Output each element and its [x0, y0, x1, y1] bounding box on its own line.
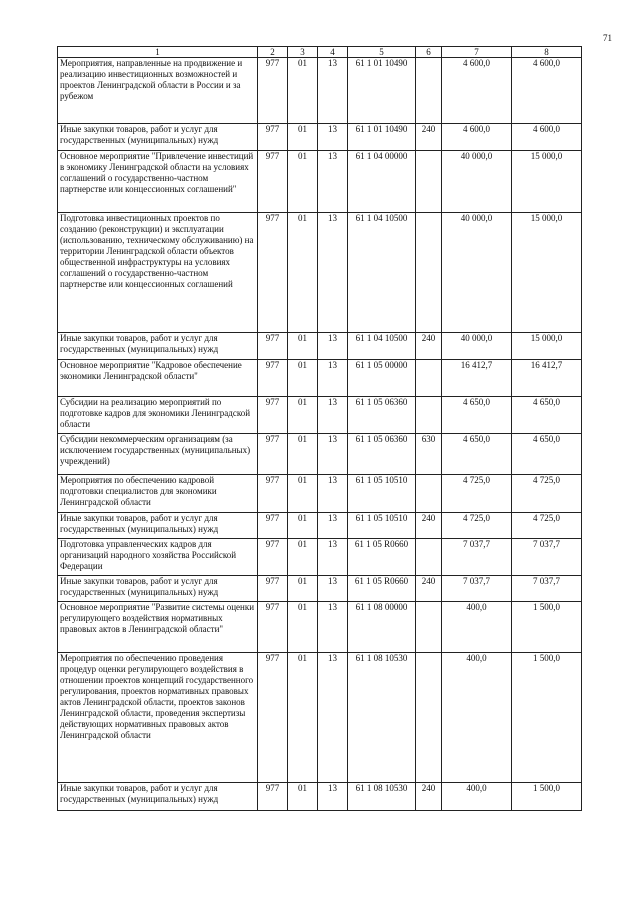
row-section-code: 01	[288, 397, 318, 434]
row-amount-1: 4 650,0	[442, 434, 512, 475]
row-subsection-code: 13	[318, 602, 348, 653]
row-ministry-code: 977	[258, 576, 288, 602]
table-row	[58, 602, 582, 653]
row-expense-type: 240	[416, 513, 442, 539]
row-ministry-code: 977	[258, 475, 288, 513]
row-section-code: 01	[288, 333, 318, 360]
row-amount-1: 4 600,0	[442, 124, 512, 151]
row-target-code: 61 1 05 06360	[348, 397, 416, 434]
row-amount-2: 4 725,0	[512, 475, 582, 513]
row-expense-type	[416, 151, 442, 213]
row-ministry-code: 977	[258, 58, 288, 124]
row-section-code: 01	[288, 475, 318, 513]
row-name: Подготовка инвестиционных проектов по созданию (реконструкции) и эксплуатации (использованию, техническому обслуживанию) на территории Ленинградской области объектов общественной инфраструктуры на условиях соглашений о государственно-частном партнерстве или концессионных соглашений	[58, 213, 258, 333]
table-row	[58, 513, 582, 539]
row-section-code: 01	[288, 653, 318, 783]
row-section-code: 01	[288, 576, 318, 602]
row-subsection-code: 13	[318, 360, 348, 397]
table-row	[58, 360, 582, 397]
row-subsection-code: 13	[318, 783, 348, 811]
row-expense-type	[416, 397, 442, 434]
row-name: Подготовка управленческих кадров для организаций народного хозяйства Российской Федерации	[58, 539, 258, 576]
header-col-8: 8	[512, 47, 582, 58]
row-target-code: 61 1 05 R0660	[348, 576, 416, 602]
header-col-7: 7	[442, 47, 512, 58]
table-row	[58, 475, 582, 513]
row-name: Мероприятия по обеспечению кадровой подготовки специалистов для экономики Ленинградской области	[58, 475, 258, 513]
row-subsection-code: 13	[318, 653, 348, 783]
row-section-code: 01	[288, 151, 318, 213]
page-number: 71	[603, 33, 612, 43]
row-target-code: 61 1 01 10490	[348, 58, 416, 124]
row-ministry-code: 977	[258, 397, 288, 434]
row-target-code: 61 1 04 00000	[348, 151, 416, 213]
row-amount-2: 15 000,0	[512, 213, 582, 333]
row-amount-2: 4 650,0	[512, 397, 582, 434]
table-row	[58, 653, 582, 783]
row-subsection-code: 13	[318, 151, 348, 213]
row-section-code: 01	[288, 783, 318, 811]
row-subsection-code: 13	[318, 124, 348, 151]
header-col-2: 2	[258, 47, 288, 58]
row-target-code: 61 1 05 R0660	[348, 539, 416, 576]
row-section-code: 01	[288, 513, 318, 539]
row-name: Основное мероприятие "Кадровое обеспечение экономики Ленинградской области"	[58, 360, 258, 397]
header-col-5: 5	[348, 47, 416, 58]
row-expense-type: 240	[416, 783, 442, 811]
row-section-code: 01	[288, 213, 318, 333]
row-ministry-code: 977	[258, 602, 288, 653]
row-subsection-code: 13	[318, 213, 348, 333]
row-section-code: 01	[288, 360, 318, 397]
row-section-code: 01	[288, 58, 318, 124]
table-row	[58, 58, 582, 124]
row-subsection-code: 13	[318, 576, 348, 602]
row-name: Иные закупки товаров, работ и услуг для государственных (муниципальных) нужд	[58, 513, 258, 539]
row-subsection-code: 13	[318, 539, 348, 576]
row-expense-type: 630	[416, 434, 442, 475]
row-expense-type	[416, 602, 442, 653]
row-name: Иные закупки товаров, работ и услуг для государственных (муниципальных) нужд	[58, 783, 258, 811]
row-target-code: 61 1 08 00000	[348, 602, 416, 653]
row-expense-type	[416, 539, 442, 576]
row-expense-type	[416, 58, 442, 124]
row-amount-1: 4 600,0	[442, 58, 512, 124]
row-subsection-code: 13	[318, 333, 348, 360]
table-row	[58, 213, 582, 333]
header-col-6: 6	[416, 47, 442, 58]
row-ministry-code: 977	[258, 434, 288, 475]
row-subsection-code: 13	[318, 397, 348, 434]
row-name: Субсидии некоммерческим организациям (за исключением государственных (муниципальных) учреждений)	[58, 434, 258, 475]
row-amount-1: 4 650,0	[442, 397, 512, 434]
row-expense-type: 240	[416, 576, 442, 602]
row-section-code: 01	[288, 602, 318, 653]
row-amount-2: 4 600,0	[512, 124, 582, 151]
row-amount-2: 7 037,7	[512, 539, 582, 576]
row-name: Основное мероприятие "Привлечение инвестиций в экономику Ленинградской области на условиях соглашений о государственно-частном партнерстве или концессионных соглашений"	[58, 151, 258, 213]
table-row	[58, 539, 582, 576]
row-target-code: 61 1 05 10510	[348, 513, 416, 539]
row-ministry-code: 977	[258, 151, 288, 213]
table-row	[58, 333, 582, 360]
row-ministry-code: 977	[258, 124, 288, 151]
table-row	[58, 151, 582, 213]
row-amount-1: 7 037,7	[442, 576, 512, 602]
row-section-code: 01	[288, 539, 318, 576]
row-amount-1: 40 000,0	[442, 333, 512, 360]
header-col-3: 3	[288, 47, 318, 58]
row-amount-2: 4 725,0	[512, 513, 582, 539]
row-name: Иные закупки товаров, работ и услуг для государственных (муниципальных) нужд	[58, 124, 258, 151]
row-ministry-code: 977	[258, 653, 288, 783]
row-target-code: 61 1 04 10500	[348, 213, 416, 333]
budget-table	[57, 46, 582, 811]
row-subsection-code: 13	[318, 58, 348, 124]
row-amount-1: 400,0	[442, 653, 512, 783]
row-amount-1: 7 037,7	[442, 539, 512, 576]
row-amount-2: 1 500,0	[512, 653, 582, 783]
row-target-code: 61 1 05 00000	[348, 360, 416, 397]
row-amount-1: 16 412,7	[442, 360, 512, 397]
row-expense-type: 240	[416, 333, 442, 360]
row-expense-type: 240	[416, 124, 442, 151]
table-header-row	[58, 47, 582, 58]
row-expense-type	[416, 360, 442, 397]
row-amount-1: 40 000,0	[442, 151, 512, 213]
row-amount-2: 4 650,0	[512, 434, 582, 475]
table-row	[58, 124, 582, 151]
row-amount-1: 4 725,0	[442, 513, 512, 539]
row-amount-1: 40 000,0	[442, 213, 512, 333]
row-target-code: 61 1 01 10490	[348, 124, 416, 151]
row-amount-2: 15 000,0	[512, 151, 582, 213]
row-ministry-code: 977	[258, 783, 288, 811]
row-target-code: 61 1 05 10510	[348, 475, 416, 513]
row-expense-type	[416, 475, 442, 513]
row-target-code: 61 1 05 06360	[348, 434, 416, 475]
row-target-code: 61 1 04 10500	[348, 333, 416, 360]
row-ministry-code: 977	[258, 213, 288, 333]
table-row	[58, 783, 582, 811]
row-amount-2: 7 037,7	[512, 576, 582, 602]
header-col-4: 4	[318, 47, 348, 58]
row-ministry-code: 977	[258, 539, 288, 576]
row-target-code: 61 1 08 10530	[348, 783, 416, 811]
row-amount-2: 16 412,7	[512, 360, 582, 397]
row-amount-1: 400,0	[442, 783, 512, 811]
row-name: Иные закупки товаров, работ и услуг для государственных (муниципальных) нужд	[58, 333, 258, 360]
row-amount-1: 400,0	[442, 602, 512, 653]
row-amount-2: 15 000,0	[512, 333, 582, 360]
row-expense-type	[416, 213, 442, 333]
row-target-code: 61 1 08 10530	[348, 653, 416, 783]
row-subsection-code: 13	[318, 513, 348, 539]
table-row	[58, 397, 582, 434]
row-amount-2: 4 600,0	[512, 58, 582, 124]
row-expense-type	[416, 653, 442, 783]
row-subsection-code: 13	[318, 475, 348, 513]
row-name: Мероприятия, направленные на продвижение и реализацию инвестиционных возможностей и проектов Ленинградской области в России и за рубежом	[58, 58, 258, 124]
row-name: Иные закупки товаров, работ и услуг для государственных (муниципальных) нужд	[58, 576, 258, 602]
row-section-code: 01	[288, 124, 318, 151]
row-ministry-code: 977	[258, 513, 288, 539]
row-ministry-code: 977	[258, 333, 288, 360]
row-section-code: 01	[288, 434, 318, 475]
header-col-1: 1	[58, 47, 258, 58]
row-amount-2: 1 500,0	[512, 602, 582, 653]
row-name: Мероприятия по обеспечению проведения процедур оценки регулирующего воздействия в отношении проектов концепций государственного регулирования, проектов нормативных правовых актов Ленинградской области, проектов законов Ленинградской области, проведения экспертизы действующих нормативных правовых актов Ленинградской области	[58, 653, 258, 783]
row-subsection-code: 13	[318, 434, 348, 475]
row-amount-1: 4 725,0	[442, 475, 512, 513]
table-row	[58, 434, 582, 475]
row-amount-2: 1 500,0	[512, 783, 582, 811]
row-name: Основное мероприятие "Развитие системы оценки регулирующего воздействия нормативных правовых актов в Ленинградской области"	[58, 602, 258, 653]
table-row	[58, 576, 582, 602]
row-ministry-code: 977	[258, 360, 288, 397]
row-name: Субсидии на реализацию мероприятий по подготовке кадров для экономики Ленинградской области	[58, 397, 258, 434]
